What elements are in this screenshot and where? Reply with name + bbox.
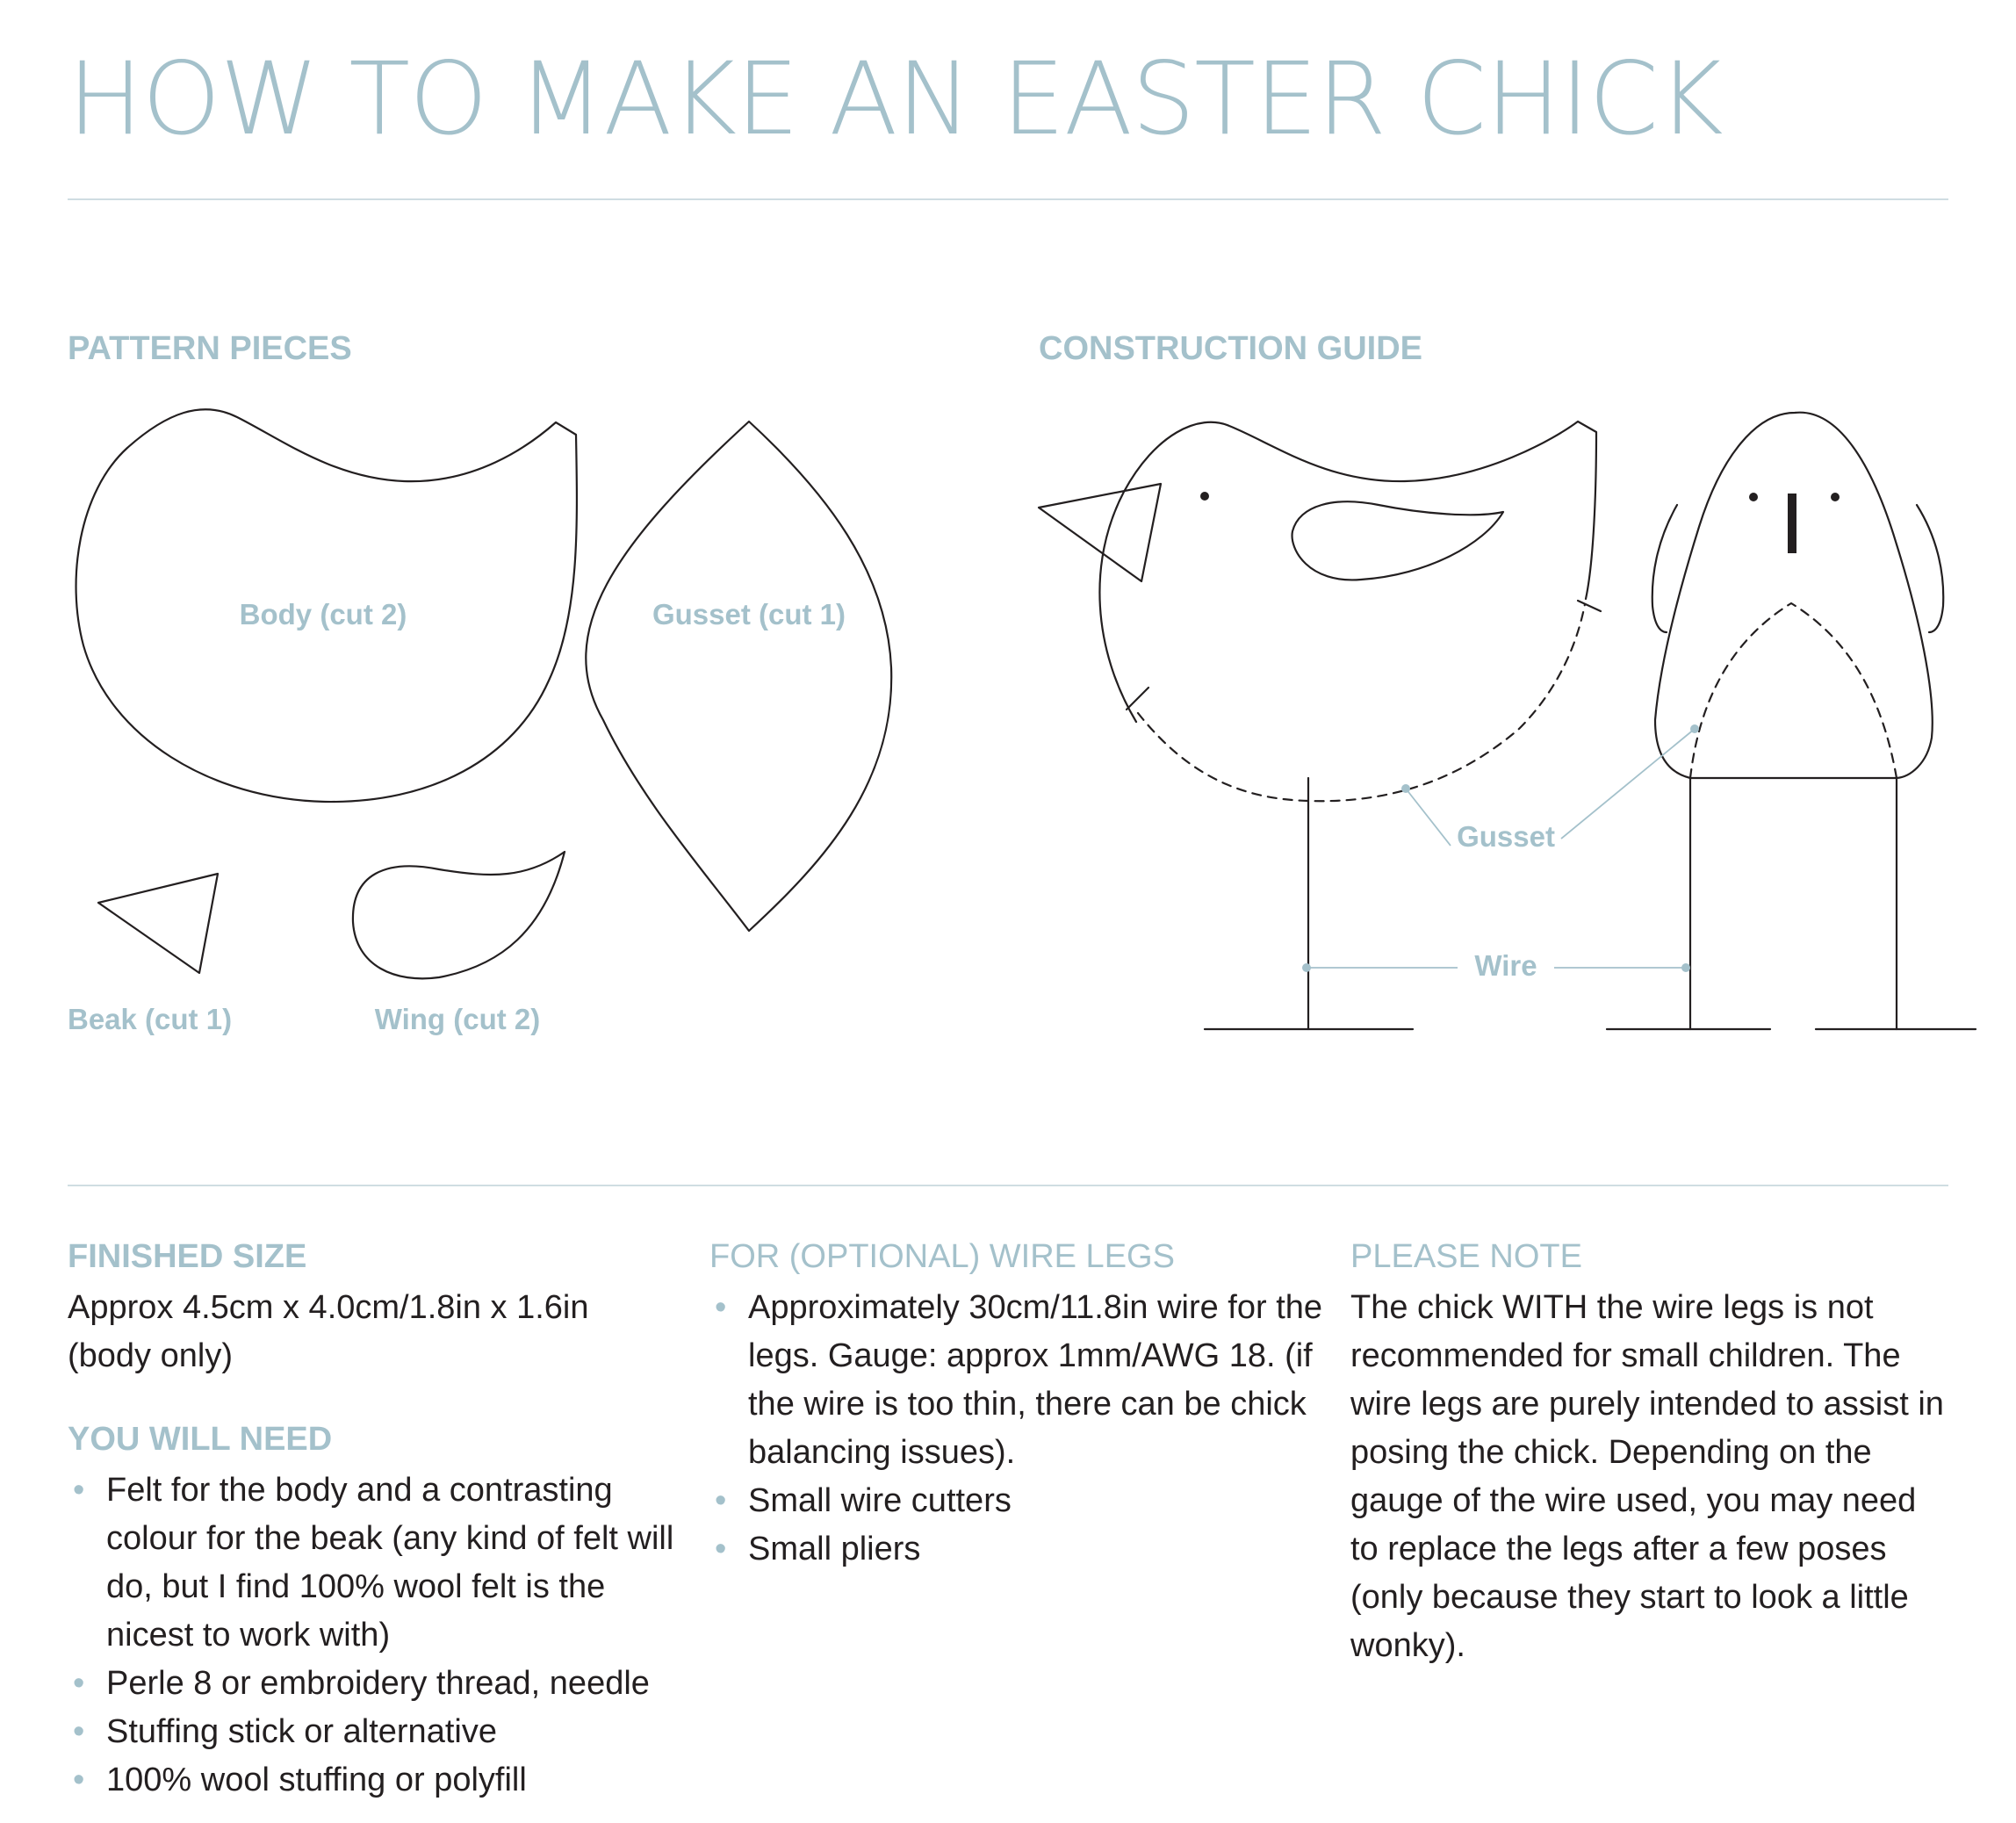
front-view-left-eye bbox=[1749, 493, 1758, 501]
list-item: • Approximately 30cm/11.8in wire for the legs. Gauge: approx 1mm/AWG 18. (if the wire is too thin, there can be chick balancing issues). bbox=[715, 1289, 1323, 1471]
please-note-text: The chick WITH the wire legs is not recommended for small children. The wire legs are purely intended to assist in posing the chick. Depending on the gauge of the wire used, you may need to replace the legs after a few poses (only because they start to look a little wonky). bbox=[1350, 1289, 1944, 1664]
list-item: • 100% wool stuffing or polyfill bbox=[73, 1762, 527, 1798]
please-note-section bbox=[1350, 1240, 1965, 1670]
wire-legs-list bbox=[709, 1284, 1324, 1574]
finished-size-text: Approx 4.5cm x 4.0cm/1.8in x 1.6in (body only) bbox=[68, 1289, 589, 1374]
wing-pattern-label: Wing (cut 2) bbox=[374, 1003, 541, 1035]
gusset-pattern-label: Gusset (cut 1) bbox=[652, 598, 846, 630]
front-view-body-outline bbox=[1655, 413, 1933, 778]
construction-guide-heading: CONSTRUCTION GUIDE bbox=[1039, 330, 1422, 367]
list-item: • Perle 8 or embroidery thread, needle bbox=[73, 1665, 650, 1702]
you-will-need-list bbox=[68, 1466, 682, 1805]
beak-pattern-shape bbox=[98, 874, 218, 973]
wire-callout-label: Wire bbox=[1474, 949, 1537, 982]
wire-legs-section bbox=[709, 1240, 1324, 1574]
page-title: HOW TO MAKE AN EASTER CHICK bbox=[68, 40, 1723, 157]
finished-size-heading: FINISHED SIZE bbox=[68, 1238, 307, 1275]
wire-legs-heading: FOR (OPTIONAL) WIRE LEGS bbox=[709, 1238, 1175, 1275]
front-view-right-eye bbox=[1831, 493, 1840, 501]
front-view-right-wing bbox=[1917, 505, 1943, 632]
body-pattern-label: Body (cut 2) bbox=[239, 598, 407, 630]
gusset-pattern-shape bbox=[586, 422, 891, 931]
side-view-eye bbox=[1200, 492, 1209, 501]
please-note-heading: PLEASE NOTE bbox=[1350, 1238, 1582, 1275]
front-view-left-wing bbox=[1652, 505, 1677, 632]
gusset-callout-label: Gusset bbox=[1457, 820, 1555, 853]
list-item: • Small wire cutters bbox=[715, 1482, 1012, 1519]
side-view-wing-outline bbox=[1292, 501, 1503, 580]
you-will-need-heading: YOU WILL NEED bbox=[68, 1421, 333, 1458]
front-view-gusset-seam bbox=[1690, 603, 1897, 778]
side-view-gusset-seam bbox=[1138, 604, 1585, 801]
front-view-beak bbox=[1788, 494, 1796, 553]
side-view-body-outline bbox=[1099, 422, 1596, 722]
section-divider bbox=[68, 1185, 1948, 1186]
beak-pattern-label: Beak (cut 1) bbox=[68, 1003, 233, 1035]
list-item: • Felt for the body and a contrasting colour for the beak (any kind of felt will do, but I find 100% wool felt is the nicest to work with) bbox=[73, 1472, 674, 1654]
list-item: • Stuffing stick or alternative bbox=[73, 1713, 497, 1750]
wing-pattern-shape bbox=[353, 852, 565, 978]
side-view-beak-outline bbox=[1039, 484, 1161, 581]
pattern-pieces-heading: PATTERN PIECES bbox=[68, 330, 352, 367]
finished-size-section bbox=[68, 1240, 682, 1805]
list-item: • Small pliers bbox=[715, 1531, 921, 1567]
